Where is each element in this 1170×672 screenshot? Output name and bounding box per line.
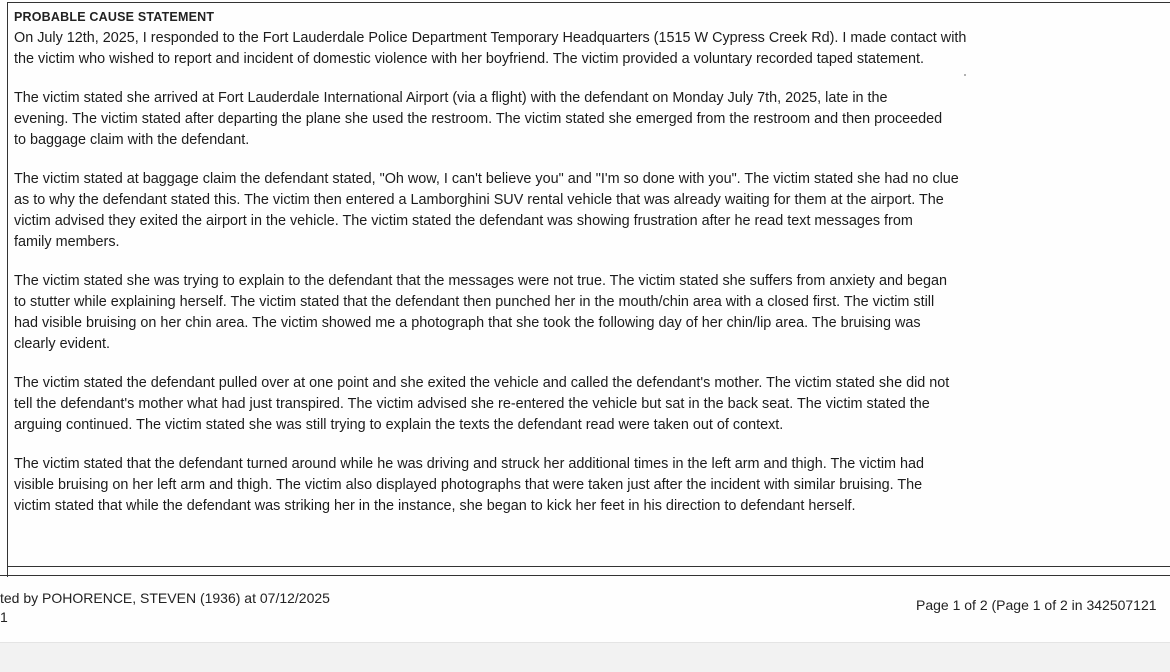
paragraph-line: had visible bruising on her chin area. The victim showed me a photograph that she took the following day of her chin/lip area. The bruising was bbox=[14, 315, 921, 331]
paragraph-line: tell the defendant's mother what had just transpired. The victim advised she re-entered the vehicle but sat in the back seat. The victim stated the bbox=[14, 396, 930, 412]
footer-created-by-text: ted by POHORENCE, STEVEN (1936) at 07/12/2025 bbox=[0, 590, 330, 606]
paragraph-line: victim stated that while the defendant was striking her in the instance, she began to kick her feet in his direction to defendant herself. bbox=[14, 498, 856, 514]
paragraph-4 bbox=[14, 271, 1170, 355]
scan-speck bbox=[964, 74, 966, 76]
paragraph-line: as to why the defendant stated this. The victim then entered a Lamborghini SUV rental vehicle that was already waiting for them at the airport. The bbox=[14, 192, 944, 208]
paragraph-line: The victim stated she was trying to explain to the defendant that the messages were not true. The victim stated she suffers from anxiety and began bbox=[14, 273, 947, 289]
paragraph-line: clearly evident. bbox=[14, 336, 110, 352]
footer-created-by bbox=[0, 589, 330, 627]
paragraph-6 bbox=[14, 454, 1170, 517]
statement-box bbox=[7, 2, 1170, 567]
paragraph-line: The victim stated she arrived at Fort Lauderdale International Airport (via a flight) with the defendant on Monday July 7th, 2025, late in the bbox=[14, 90, 888, 106]
paragraph-line: victim advised they exited the airport in the vehicle. The victim stated the defendant was showing frustration after he read text messages from bbox=[14, 213, 913, 229]
paragraph-line: The victim stated at baggage claim the defendant stated, "Oh wow, I can't believe you" and "I'm so done with you". The victim stated she had no clue bbox=[14, 171, 959, 187]
footer-page-indicator: Page 1 of 2 (Page 1 of 2 in 342507121 bbox=[916, 597, 1157, 613]
paragraph-3 bbox=[14, 169, 1170, 253]
paragraph-line: the victim who wished to report and incident of domestic violence with her boyfriend. The victim provided a voluntary recorded taped statement. bbox=[14, 51, 925, 67]
paragraph-1 bbox=[14, 28, 1170, 70]
viewer-bottom-band bbox=[0, 642, 1170, 672]
footer-line-number: 1 bbox=[0, 609, 8, 625]
paragraph-5 bbox=[14, 373, 1170, 436]
paragraph-line: On July 12th, 2025, I responded to the Fort Lauderdale Police Department Temporary Headquarters (1515 W Cypress Creek Rd). I made contact with bbox=[14, 30, 967, 46]
paragraph-line: arguing continued. The victim stated she was still trying to explain the texts the defendant read were taken out of context. bbox=[14, 417, 784, 433]
statement-heading: PROBABLE CAUSE STATEMENT bbox=[14, 10, 215, 24]
paragraph-line: to baggage claim with the defendant. bbox=[14, 132, 250, 148]
paragraph-line: The victim stated the defendant pulled over at one point and she exited the vehicle and called the defendant's mother. The victim stated she did not bbox=[14, 375, 950, 391]
paragraph-line: visible bruising on her left arm and thigh. The victim also displayed photographs that were taken just after the incident with similar bruising. The bbox=[14, 477, 923, 493]
paragraph-line: The victim stated that the defendant turned around while he was driving and struck her additional times in the left arm and thigh. The victim had bbox=[14, 456, 925, 472]
paragraph-line: family members. bbox=[14, 234, 120, 250]
paragraph-line: evening. The victim stated after departing the plane she used the restroom. The victim stated she emerged from the restroom and then proceeded bbox=[14, 111, 943, 127]
paragraph-line: to stutter while explaining herself. The victim stated that the defendant then punched her in the mouth/chin area with a closed first. The victim still bbox=[14, 294, 935, 310]
footer-divider bbox=[0, 575, 1170, 576]
paragraph-2 bbox=[14, 88, 1170, 151]
